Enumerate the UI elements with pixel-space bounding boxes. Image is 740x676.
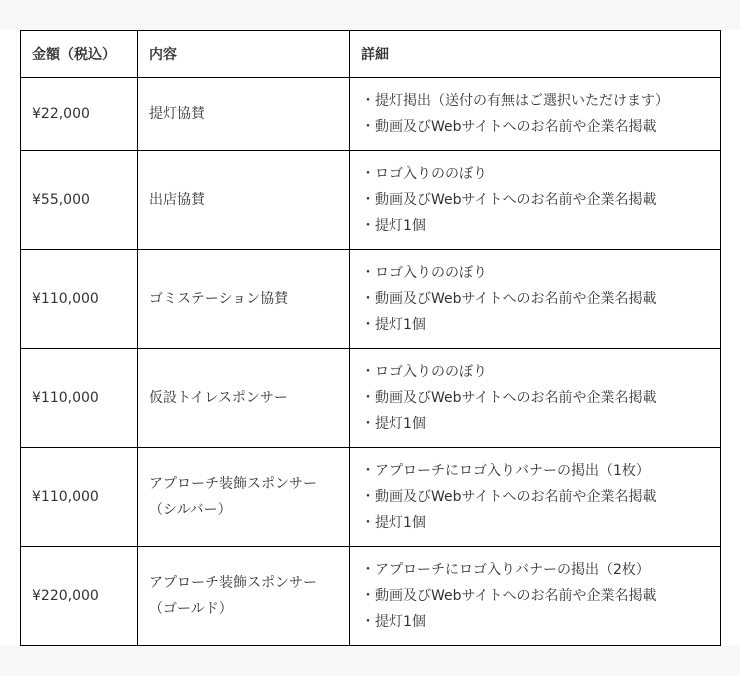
detail-item: ・動画及びWebサイトへのお名前や企業名掲載 xyxy=(361,192,657,208)
detail-item: ・提灯1個 xyxy=(361,218,426,234)
amount-cell: ¥110,000 xyxy=(21,448,138,547)
detail-item: ・提灯1個 xyxy=(361,416,426,432)
detail-item: ・提灯1個 xyxy=(361,317,426,333)
amount-cell: ¥110,000 xyxy=(21,349,138,448)
detail-item: ・動画及びWebサイトへのお名前や企業名掲載 xyxy=(361,291,657,307)
detail-item: ・動画及びWebサイトへのお名前や企業名掲載 xyxy=(361,390,657,406)
sponsorship-table xyxy=(20,30,721,646)
detail-item: ・提灯1個 xyxy=(361,515,426,531)
detail-item: ・ロゴ入りののぼり xyxy=(361,364,487,380)
content-cell xyxy=(138,547,350,646)
content-cell xyxy=(138,349,350,448)
content-cell xyxy=(138,448,350,547)
header-amount: 金額（税込） xyxy=(21,31,138,78)
details-cell xyxy=(350,250,721,349)
content-name: ゴミステーション協賛 xyxy=(149,291,289,307)
table-header-row xyxy=(21,31,721,78)
content-name: アプローチ装飾スポンサー xyxy=(149,476,317,492)
table-row xyxy=(21,349,721,448)
details-cell xyxy=(350,78,721,151)
amount-cell: ¥22,000 xyxy=(21,78,138,151)
detail-item: ・ロゴ入りののぼり xyxy=(361,166,487,182)
detail-item: ・動画及びWebサイトへのお名前や企業名掲載 xyxy=(361,119,657,135)
table-row xyxy=(21,448,721,547)
amount-cell: ¥110,000 xyxy=(21,250,138,349)
amount-cell: ¥220,000 xyxy=(21,547,138,646)
table-row xyxy=(21,250,721,349)
detail-item: ・動画及びWebサイトへのお名前や企業名掲載 xyxy=(361,489,657,505)
header-content: 内容 xyxy=(138,31,350,78)
detail-item: ・ロゴ入りののぼり xyxy=(361,265,487,281)
table-row xyxy=(21,547,721,646)
table-row xyxy=(21,78,721,151)
details-cell xyxy=(350,448,721,547)
table-row xyxy=(21,151,721,250)
content-name: アプローチ装飾スポンサー xyxy=(149,575,317,591)
content-cell xyxy=(138,250,350,349)
content-name-sub: （ゴールド） xyxy=(149,601,233,617)
details-cell xyxy=(350,349,721,448)
content-area xyxy=(0,30,740,646)
content-cell xyxy=(138,151,350,250)
content-name: 提灯協賛 xyxy=(149,106,205,122)
details-cell xyxy=(350,151,721,250)
content-cell xyxy=(138,78,350,151)
details-cell xyxy=(350,547,721,646)
detail-item: ・提灯掲出（送付の有無はご選択いただけます） xyxy=(361,93,669,109)
detail-item: ・アプローチにロゴ入りバナーの掲出（2枚） xyxy=(361,562,650,578)
amount-cell: ¥55,000 xyxy=(21,151,138,250)
detail-item: ・アプローチにロゴ入りバナーの掲出（1枚） xyxy=(361,463,650,479)
header-details: 詳細 xyxy=(350,31,721,78)
content-name-sub: （シルバー） xyxy=(149,502,232,518)
detail-item: ・提灯1個 xyxy=(361,614,426,630)
content-name: 仮設トイレスポンサー xyxy=(149,390,288,406)
detail-item: ・動画及びWebサイトへのお名前や企業名掲載 xyxy=(361,588,657,604)
content-name: 出店協賛 xyxy=(149,192,205,208)
